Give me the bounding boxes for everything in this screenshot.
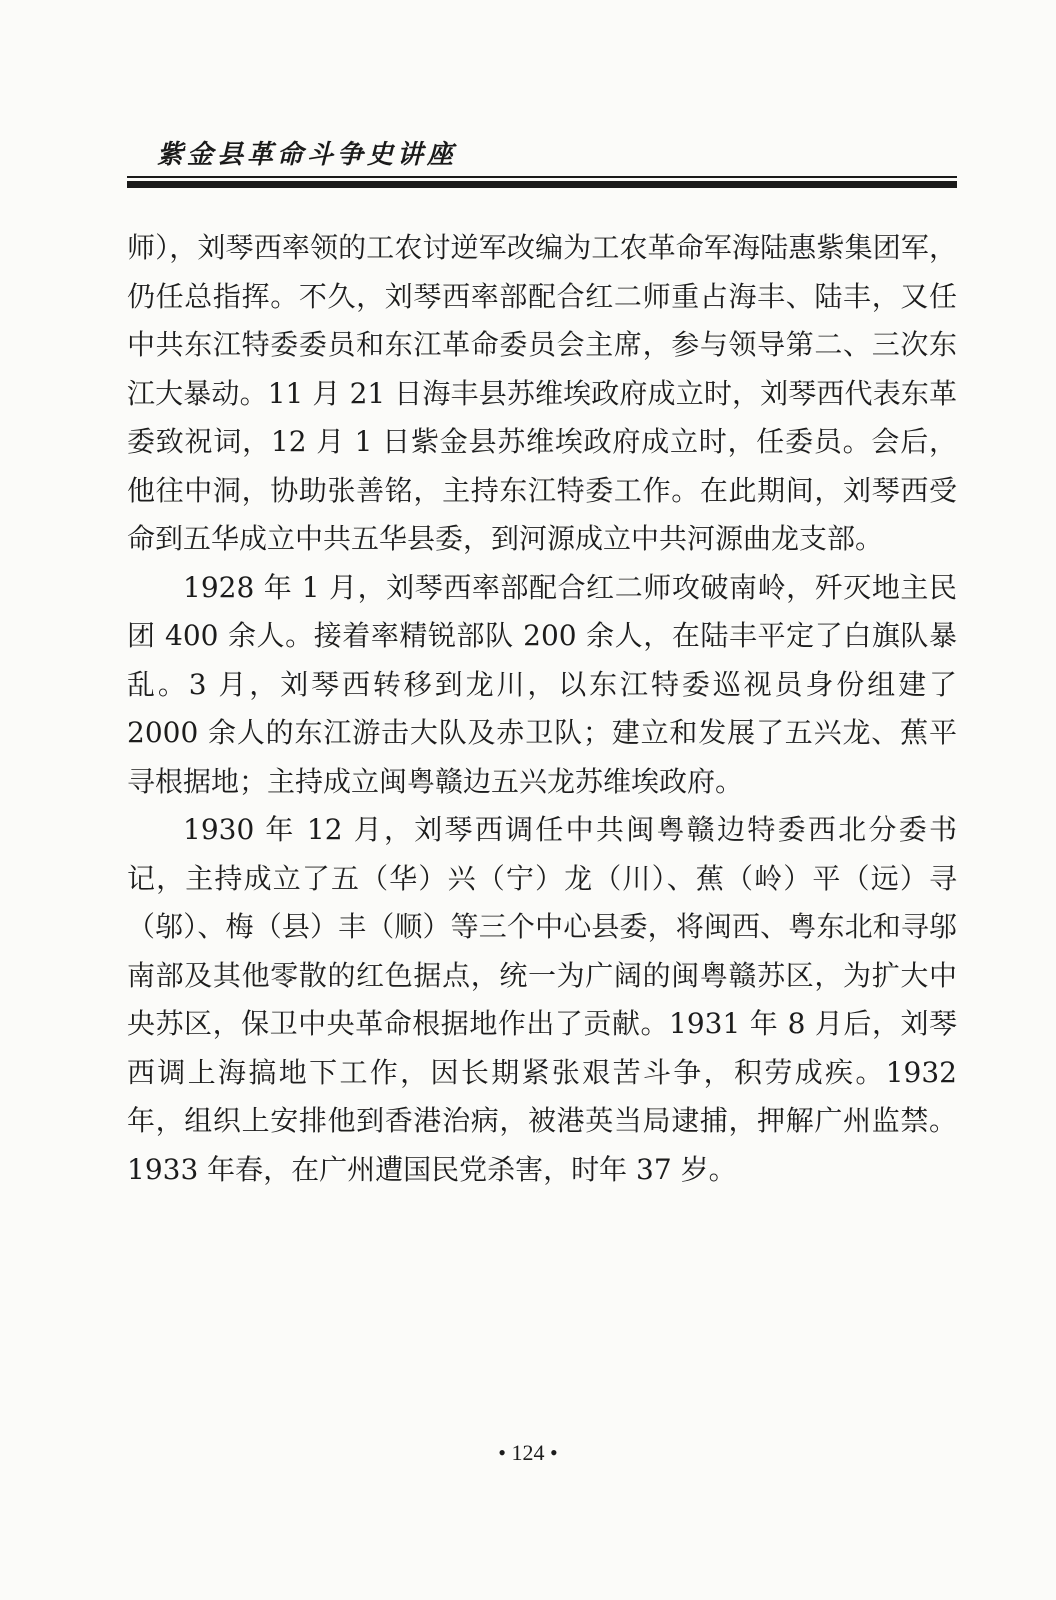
book-title: 紫金县革命斗争史讲座 [157, 140, 458, 170]
paragraph: 1928 年 1 月，刘琴西率部配合红二师攻破南岭，歼灭地主民团 400 余人。接着率精锐部队 200 余人，在陆丰平定了白旗队暴乱。3 月，刘琴西转移到龙川，以东江特委巡视员身份组建了 2000 余人的东江游击大队及赤卫队；建立和发展了五兴龙、蕉平寻根据地；主持成立闽粤赣边五兴龙苏维埃政府。 [127, 570, 957, 798]
page-body [127, 224, 957, 1194]
paragraph-continued: 师），刘琴西率领的工农讨逆军改编为工农革命军海陆惠紫集团军，仍任总指挥。不久，刘琴西率部配合红二师重占海丰、陆丰，又任中共东江特委委员和东江革命委员会主席，参与领导第二、三次东江大暴动。11 月 21 日海丰县苏维埃政府成立时，刘琴西代表东革委致祝词，12 月 1 日紫金县苏维埃政府成立时，任委员。会后，他往中洞，协助张善铭，主持东江特委工作。在此期间，刘琴西受命到五华成立中共五华县委，到河源成立中共河源曲龙支部。 [127, 231, 957, 555]
running-header [127, 138, 957, 188]
page-number: • 124 • [498, 1440, 558, 1465]
header-rule-thin [127, 176, 957, 178]
header-rule-thick [127, 181, 957, 188]
paragraph: 1930 年 12 月，刘琴西调任中共闽粤赣边特委西北分委书记，主持成立了五（华）兴（宁）龙（川）、蕉（岭）平（远）寻（邬）、梅（县）丰（顺）等三个中心县委，将闽西、粤东北和寻邬南部及其他零散的红色据点，统一为广阔的闽粤赣苏区，为扩大中央苏区，保卫中央革命根据地作出了贡献。1931 年 8 月后，刘琴西调上海搞地下工作，因长期紧张艰苦斗争，积劳成疾。1932 年，组织上安排他到香港治病，被港英当局逮捕，押解广州监禁。1933 年春，在广州遭国民党杀害，时年 37 岁。 [127, 813, 957, 1186]
